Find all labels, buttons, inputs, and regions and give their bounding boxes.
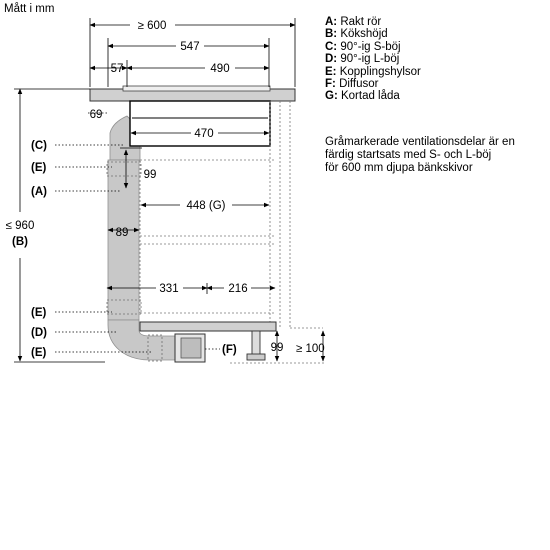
dim-b: (B)	[12, 236, 28, 248]
dim-960: ≤ 960	[5, 220, 35, 232]
legend-item: F: Diffusor	[325, 78, 379, 91]
legend-item: A: Rakt rör	[325, 16, 382, 28]
dim-69: 69	[89, 109, 103, 121]
ventilation-note	[325, 136, 545, 175]
cabinet-foot	[247, 331, 265, 360]
legend-item: B: Kökshöjd	[325, 28, 388, 41]
cabinet-base	[140, 322, 276, 331]
dim-547: 547	[180, 41, 200, 53]
units-label: Mått i mm	[4, 3, 55, 15]
dim-331: 331	[159, 283, 179, 295]
dim-448-g: 448 (G)	[186, 200, 226, 212]
note-line: Gråmarkerade ventilationsdelar är en	[325, 136, 515, 148]
dim-99-right: 99	[270, 342, 284, 354]
diffuser	[175, 334, 205, 362]
worktop	[90, 86, 295, 101]
callout-f: (F)	[222, 344, 237, 356]
legend-item: G: Kortad låda	[325, 90, 400, 103]
dim-57: 57	[110, 63, 124, 75]
callout-c: (C)	[31, 140, 47, 152]
callout-e-mid: (E)	[31, 307, 47, 319]
callout-e-top: (E)	[31, 162, 47, 174]
dim-490: 490	[210, 63, 230, 75]
note-line: färdig startsats med S- och L-böj	[325, 149, 492, 161]
dim-100: ≥ 100	[296, 343, 325, 355]
dimension-lines	[14, 18, 323, 362]
duct-straight-pipe	[108, 160, 139, 320]
legend	[325, 16, 421, 103]
dim-600: ≥ 600	[137, 20, 167, 32]
legend-item: C: 90°-ig S-böj	[325, 40, 401, 53]
dim-470: 470	[194, 128, 214, 140]
callout-a: (A)	[31, 186, 47, 198]
dim-216: 216	[228, 283, 248, 295]
note-line: för 600 mm djupa bänkskivor	[325, 162, 473, 174]
dim-89: 89	[115, 227, 129, 239]
dim-99-top: 99	[143, 169, 157, 181]
callout-e-bottom: (E)	[31, 347, 47, 359]
legend-item: D: 90°-ig L-böj	[325, 53, 400, 66]
legend-item: E: Kopplingshylsor	[325, 65, 421, 78]
callout-d: (D)	[31, 327, 47, 339]
